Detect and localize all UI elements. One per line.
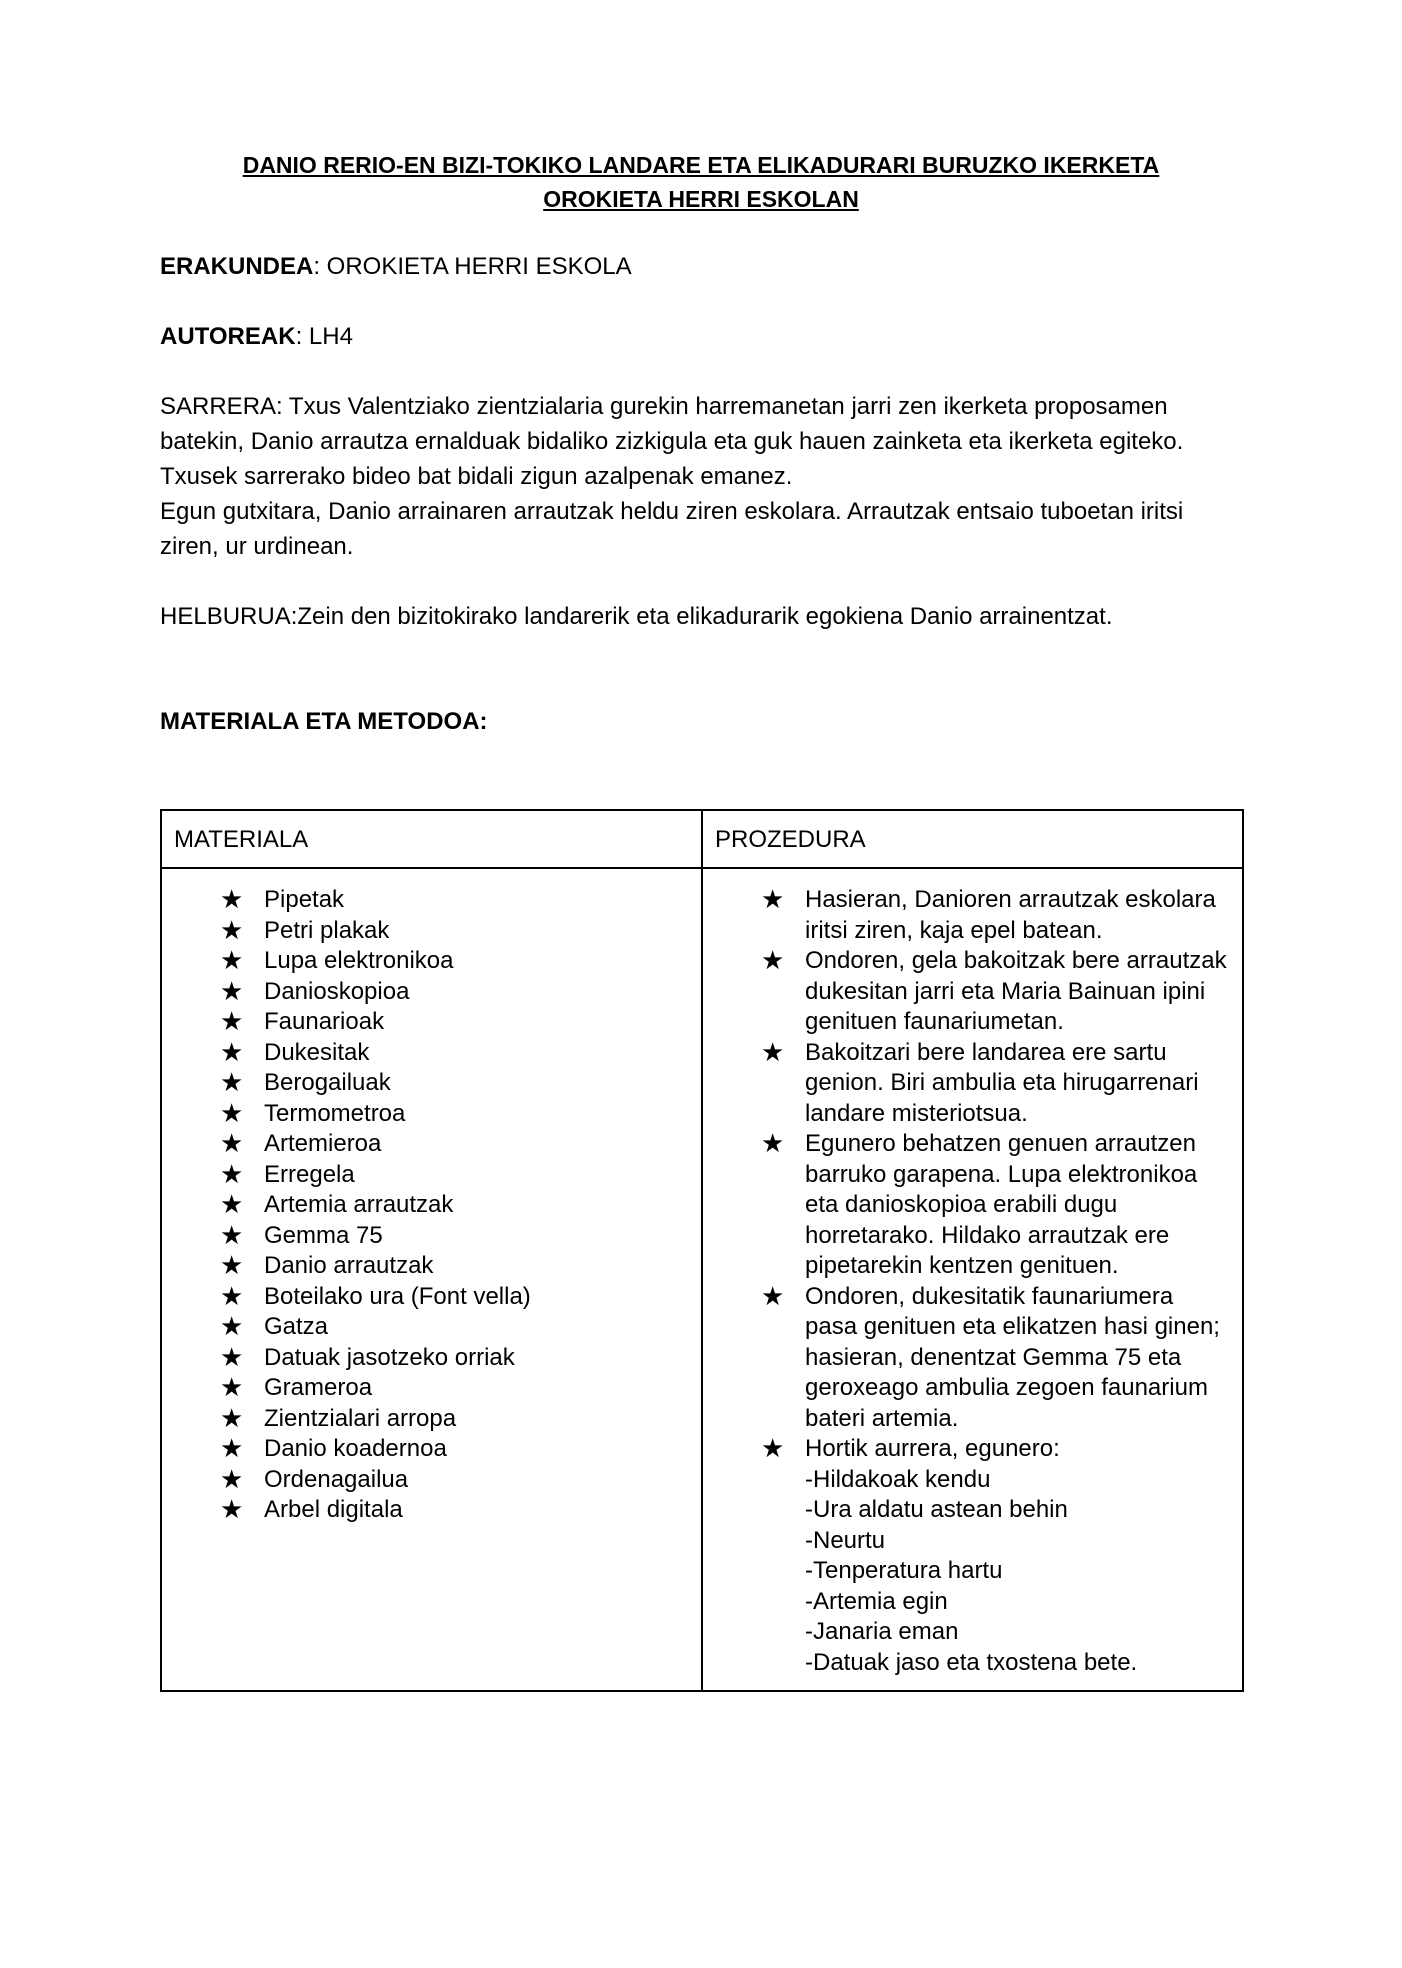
list-item: ★ Berogailuak	[220, 1068, 391, 1098]
star-icon: ★	[761, 1434, 785, 1464]
title-line-2: OROKIETA HERRI ESKOLAN	[543, 186, 859, 212]
star-icon: ★	[761, 1037, 785, 1068]
star-icon: ★	[220, 885, 244, 915]
procedure-column-header: PROZEDURA	[702, 810, 1243, 868]
star-icon: ★	[220, 1190, 244, 1220]
table-header-row	[161, 810, 1243, 868]
list-item: ★ Lupa elektronikoa	[220, 946, 454, 976]
list-item: ★ Gemma 75	[220, 1220, 383, 1251]
authors-line	[160, 319, 1242, 354]
list-item: ★ Zientzialari arropa	[220, 1403, 457, 1434]
title-line-1: DANIO RERIO-EN BIZI-TOKIKO LANDARE ETA ELIKADURARI BURUZKO IKERKETA	[242, 152, 1160, 178]
list-item: ★ Artemia arrautzak	[220, 1190, 454, 1220]
authors-label: AUTOREAK	[160, 323, 296, 350]
star-icon: ★	[220, 1495, 244, 1525]
organization-line	[160, 249, 1242, 284]
star-icon: ★	[220, 1068, 244, 1098]
procedure-step: ★ Ondoren, gela bakoitzak bere arrautzak dukesitan jarri eta Maria Bainuan ipini genituen faunariumetan.	[761, 946, 1227, 1035]
star-icon: ★	[220, 1251, 244, 1281]
procedure-step: ★ Egunero behatzen genuen arrautzen barruko garapena. Lupa elektronikoa eta danioskopioa erabili dugu horretarako. Hildako arrautzak ere pipetarekin kentzen genituen.	[761, 1129, 1198, 1279]
list-item: ★ Petri plakak	[220, 915, 390, 946]
star-icon: ★	[220, 1373, 244, 1403]
star-icon: ★	[220, 1098, 244, 1129]
list-item: ★ Artemieroa	[220, 1129, 382, 1159]
star-icon: ★	[220, 1342, 244, 1373]
document-page	[160, 148, 1242, 1692]
list-item: ★ Danioskopioa	[220, 976, 410, 1007]
procedure-step: ★ Hasieran, Danioren arrautzak eskolara iritsi ziren, kaja epel batean.	[761, 885, 1216, 944]
document-title	[160, 148, 1242, 216]
authors-value: : LH4	[295, 323, 353, 350]
star-icon: ★	[761, 885, 785, 915]
list-item: ★ Danio arrautzak	[220, 1251, 434, 1281]
organization-value: : OROKIETA HERRI ESKOLA	[313, 253, 632, 280]
list-item: ★ Datuak jasotzeko orriak	[220, 1342, 515, 1373]
methods-heading: MATERIALA ETA METODOA:	[160, 708, 488, 735]
star-icon: ★	[220, 1281, 244, 1312]
list-item: ★ Gatza	[220, 1312, 329, 1342]
star-icon: ★	[220, 976, 244, 1007]
star-icon: ★	[761, 946, 785, 976]
materials-list	[174, 885, 689, 1526]
introduction-paragraph	[160, 389, 1242, 564]
star-icon: ★	[220, 1007, 244, 1037]
procedure-step: ★ Hortik aurrera, egunero: -Hildakoak kendu -Ura aldatu astean behin -Neurtu -Tenperatura hartu -Artemia egin -Janaria eman -Datuak jaso eta txostena bete.	[761, 1434, 1230, 1678]
introduction-text: SARRERA: Txus Valentziako zientzialaria gurekin harremanetan jarri zen ikerketa proposamen batekin, Danio arrautza ernalduak bidaliko zizkigula eta guk hauen zainketa eta ikerketa egiteko. Txusek sarrerako bideo bat bidali zigun azalpenak emanez.	[160, 393, 1184, 490]
daily-task: -Neurtu	[805, 1526, 886, 1554]
list-item: ★ Boteilako ura (Font vella)	[220, 1281, 531, 1312]
daily-task: -Hildakoak kendu	[805, 1465, 991, 1493]
list-item: ★ Pipetak	[220, 885, 345, 915]
daily-task: -Datuak jaso eta txostena bete.	[805, 1648, 1138, 1676]
materials-cell	[161, 868, 702, 1691]
star-icon: ★	[220, 1403, 244, 1434]
daily-task: -Tenperatura hartu	[805, 1557, 1003, 1584]
star-icon: ★	[761, 1281, 785, 1312]
star-icon: ★	[220, 1129, 244, 1159]
star-icon: ★	[220, 1312, 244, 1342]
star-icon: ★	[220, 1464, 244, 1495]
list-item: ★ Termometroa	[220, 1098, 406, 1129]
objective-paragraph: HELBURUA:Zein den bizitokirako landarerik eta elikadurarik egokiena Danio arrainentzat.	[160, 603, 1113, 630]
star-icon: ★	[220, 1434, 244, 1464]
daily-task: -Ura aldatu astean behin	[805, 1496, 1068, 1523]
list-item: ★ Danio koadernoa	[220, 1434, 447, 1464]
procedure-step: ★ Ondoren, dukesitatik faunariumera pasa genituen eta elikatzen hasi ginen; hasieran, denentzat Gemma 75 eta geroxeago ambulia zegoen faunarium bateri artemia.	[761, 1281, 1220, 1432]
list-item: ★ Erregela	[220, 1159, 355, 1190]
star-icon: ★	[220, 1037, 244, 1068]
materials-column-header: MATERIALA	[161, 810, 702, 868]
list-item: ★ Arbel digitala	[220, 1495, 403, 1525]
procedure-cell	[702, 868, 1243, 1691]
star-icon: ★	[220, 915, 244, 946]
organization-label: ERAKUNDEA	[160, 253, 314, 280]
star-icon: ★	[220, 1220, 244, 1251]
list-item: ★ Ordenagailua	[220, 1464, 409, 1495]
daily-task: -Artemia egin	[805, 1587, 948, 1615]
materials-procedure-table	[160, 809, 1244, 1692]
star-icon: ★	[220, 946, 244, 976]
list-item: ★ Faunarioak	[220, 1007, 385, 1037]
list-item: ★ Grameroa	[220, 1373, 373, 1403]
introduction-text-2: Egun gutxitara, Danio arrainaren arrautzak heldu ziren eskolara. Arrautzak entsaio tuboetan iritsi ziren, ur urdinean.	[160, 498, 1184, 560]
procedure-list	[715, 885, 1230, 1678]
table-body-row	[161, 868, 1243, 1691]
star-icon: ★	[761, 1129, 785, 1159]
list-item: ★ Dukesitak	[220, 1037, 370, 1068]
daily-task: -Janaria eman	[805, 1618, 959, 1645]
star-icon: ★	[220, 1159, 244, 1190]
procedure-step: ★ Bakoitzari bere landarea ere sartu genion. Biri ambulia eta hirugarrenari landare misteriotsua.	[761, 1037, 1199, 1127]
